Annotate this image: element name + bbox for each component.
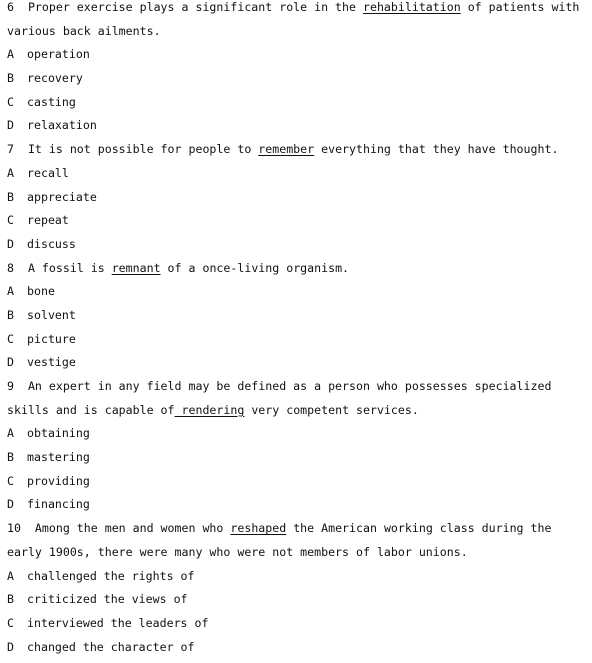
underlined-word: remember xyxy=(258,142,315,157)
option-letter: C xyxy=(7,331,14,346)
stem-text: very competent services. xyxy=(244,402,419,417)
option-text: recovery xyxy=(27,71,83,86)
option-text: challenged the rights of xyxy=(27,568,195,583)
option-letter: B xyxy=(7,307,14,322)
stem-text: skills and is capable of xyxy=(7,402,175,417)
option-text: bone xyxy=(27,284,55,299)
option-letter: A xyxy=(7,568,14,583)
option-text: changed the character of xyxy=(27,639,195,654)
option-text: financing xyxy=(27,497,90,512)
option-8d xyxy=(7,355,587,379)
stem-text: of a once-living organism. xyxy=(160,260,350,275)
option-6c xyxy=(7,95,587,119)
option-8a xyxy=(7,284,587,308)
option-letter: A xyxy=(7,284,14,299)
option-9b xyxy=(7,450,587,474)
option-text: casting xyxy=(27,94,76,109)
option-6a xyxy=(7,47,587,71)
stem-text: 9 An expert in any field may be defined as a person who possesses specialized xyxy=(7,379,552,393)
option-text: criticized the views of xyxy=(27,592,188,607)
question-6-stem-line-2: various back ailments. xyxy=(7,23,161,38)
option-text: solvent xyxy=(27,307,76,322)
option-text: mastering xyxy=(27,450,90,465)
option-6d xyxy=(7,118,587,142)
option-letter: B xyxy=(7,450,14,465)
option-text: interviewed the leaders of xyxy=(27,615,209,630)
option-9d xyxy=(7,497,587,521)
option-10d xyxy=(7,640,587,663)
stem-text: 7 It is not possible for people to xyxy=(7,142,259,157)
exercise-document xyxy=(7,0,587,663)
option-8c xyxy=(7,332,587,356)
stem-text: 8 A fossil is xyxy=(7,260,112,275)
question-10-stem-line-2: early 1900s, there were many who were not members of labor unions. xyxy=(7,544,468,559)
underlined-word: reshaped xyxy=(230,521,287,536)
option-text: operation xyxy=(27,47,90,62)
option-7d xyxy=(7,237,587,261)
stem-text: 10 Among the men and women who xyxy=(7,521,231,536)
option-letter: C xyxy=(7,213,14,228)
option-letter: D xyxy=(7,497,14,512)
option-text: appreciate xyxy=(27,189,97,204)
option-letter: D xyxy=(7,236,14,251)
option-8b xyxy=(7,308,587,332)
option-10c xyxy=(7,616,587,640)
underlined-word: rendering xyxy=(174,402,245,417)
option-7c xyxy=(7,213,587,237)
stem-text: the American working class during the xyxy=(286,521,552,536)
option-letter: B xyxy=(7,592,14,607)
question-7-stem-line-1 xyxy=(7,142,587,166)
option-7a xyxy=(7,166,587,190)
option-text: recall xyxy=(27,165,69,180)
option-letter: A xyxy=(7,47,14,62)
question-9-stem-line-1 xyxy=(7,379,587,403)
option-text: picture xyxy=(27,331,76,346)
option-letter: D xyxy=(7,355,14,370)
option-10b xyxy=(7,592,587,616)
underlined-word: rehabilitation xyxy=(362,0,461,14)
option-letter: B xyxy=(7,189,14,204)
option-letter: A xyxy=(7,426,14,441)
option-letter: C xyxy=(7,615,14,630)
stem-text: everything that they have thought. xyxy=(314,142,559,157)
option-letter: A xyxy=(7,165,14,180)
option-text: repeat xyxy=(27,213,69,228)
stem-text: 6 Proper exercise plays a significant role in the xyxy=(7,0,363,14)
option-letter: C xyxy=(7,94,14,109)
stem-text: of patients with xyxy=(460,0,580,14)
option-7b xyxy=(7,190,587,214)
option-9c xyxy=(7,474,587,498)
option-text: providing xyxy=(27,473,90,488)
option-text: vestige xyxy=(27,355,76,370)
question-10-stem-line-1 xyxy=(7,521,587,545)
option-6b xyxy=(7,71,587,95)
option-letter: D xyxy=(7,118,14,133)
option-text: obtaining xyxy=(27,426,90,441)
option-letter: D xyxy=(7,639,14,654)
option-10a xyxy=(7,569,587,593)
option-letter: B xyxy=(7,71,14,86)
option-letter: C xyxy=(7,473,14,488)
question-9-stem-line-2 xyxy=(7,403,587,427)
underlined-word: remnant xyxy=(111,260,161,275)
option-9a xyxy=(7,426,587,450)
question-8-stem-line-1 xyxy=(7,261,587,285)
option-text: discuss xyxy=(27,236,76,251)
question-6-stem-line-1 xyxy=(7,0,587,24)
option-text: relaxation xyxy=(27,118,97,133)
